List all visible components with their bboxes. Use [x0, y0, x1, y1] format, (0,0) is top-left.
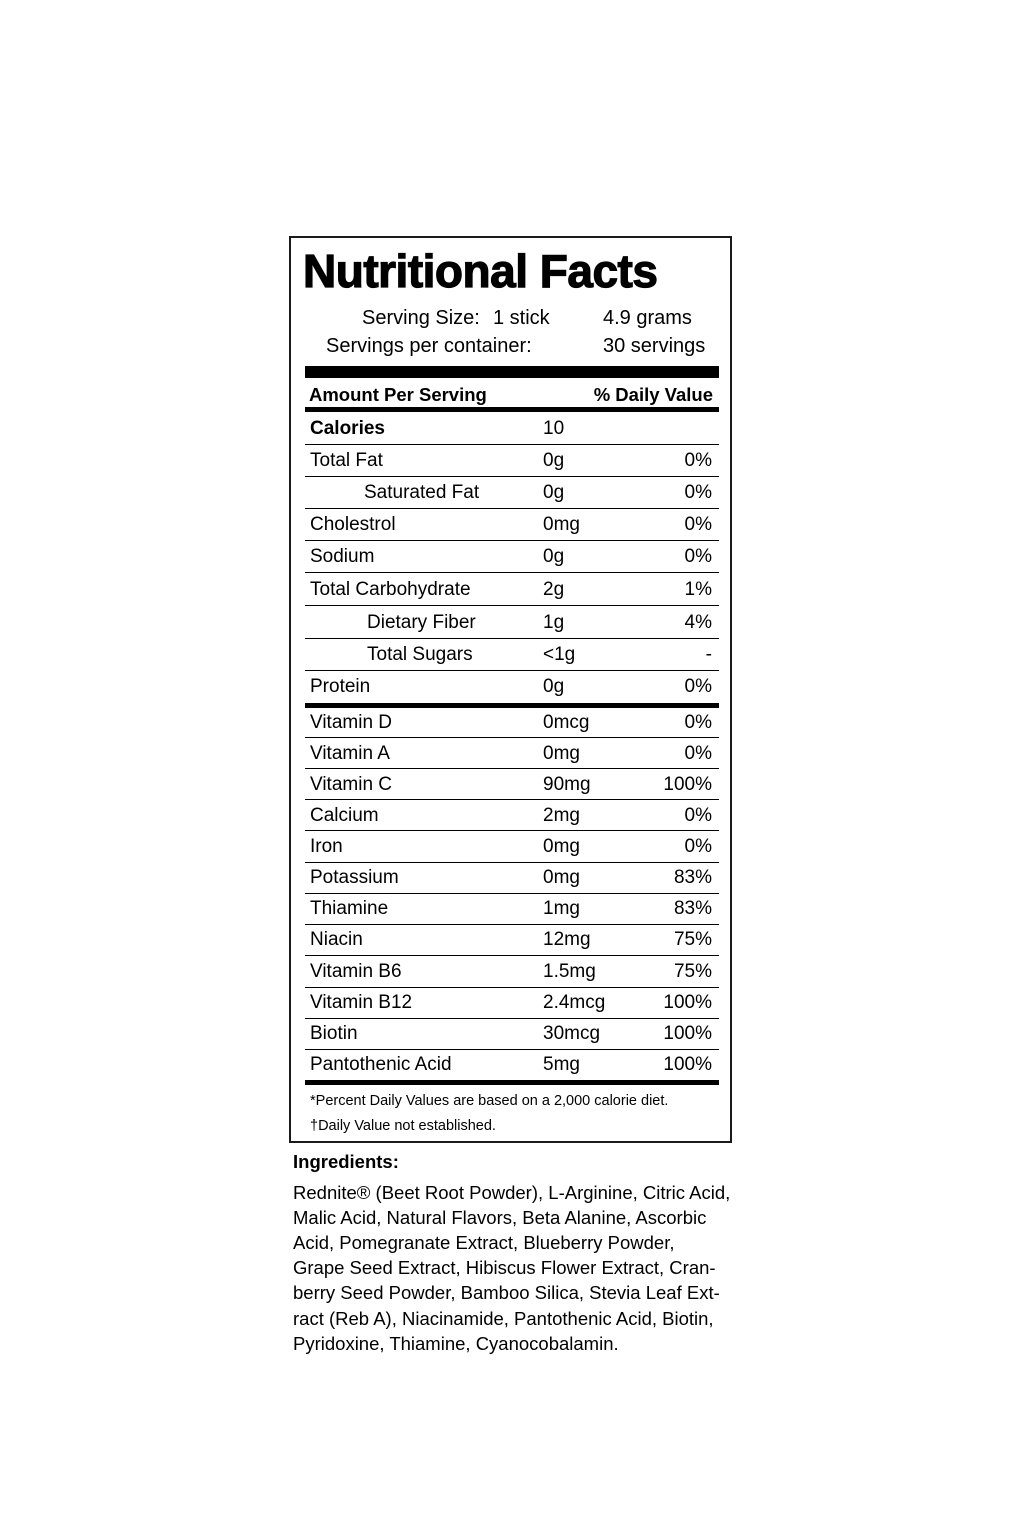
row-divider [305, 1018, 719, 1019]
nutrient-name: Total Sugars [367, 644, 473, 665]
vitamin-daily-value: 0% [684, 805, 712, 826]
vitamin-name: Vitamin A [310, 743, 390, 764]
header-amount-per-serving: Amount Per Serving [309, 384, 487, 405]
nutrient-name: Dietary Fiber [367, 612, 476, 633]
nutrient-name: Sodium [310, 546, 375, 567]
vitamin-daily-value: 83% [673, 867, 712, 888]
row-divider [305, 572, 719, 573]
vitamin-amount: 2mg [543, 805, 580, 826]
calories-label: Calories [310, 418, 385, 439]
divider-footnotes [305, 1080, 719, 1085]
footnote-not-established: †Daily Value not established. [310, 1118, 496, 1134]
serving-size-label: Serving Size: [362, 307, 480, 329]
vitamin-amount: 90mg [543, 774, 591, 795]
vitamin-daily-value: 100% [663, 1023, 712, 1044]
servings-per-container-value: 30 servings [603, 335, 706, 357]
row-divider [305, 799, 719, 800]
vitamin-name: Biotin [310, 1023, 358, 1044]
vitamin-amount: 5mg [543, 1054, 580, 1075]
ingredients-line: Malic Acid, Natural Flavors, Beta Alanine, Ascorbic [293, 1207, 707, 1228]
nutrient-daily-value: - [705, 644, 712, 665]
vitamin-name: Iron [310, 836, 343, 857]
nutrient-name: Total Carbohydrate [310, 579, 471, 600]
nutrient-name: Saturated Fat [364, 482, 480, 503]
vitamin-daily-value: 100% [663, 774, 712, 795]
nutrient-name: Protein [310, 676, 371, 697]
ingredients-line: Grape Seed Extract, Hibiscus Flower Extract, Cran- [293, 1257, 716, 1278]
vitamin-daily-value: 100% [663, 992, 712, 1013]
nutrient-name: Total Fat [310, 450, 383, 471]
ingredients-line: Acid, Pomegranate Extract, Blueberry Powder, [293, 1232, 675, 1253]
vitamin-amount: 30mcg [543, 1023, 601, 1044]
vitamin-amount: 0mg [543, 743, 580, 764]
divider-vitamins [305, 703, 719, 708]
vitamin-name: Calcium [310, 805, 379, 826]
row-divider [305, 670, 719, 671]
row-divider [305, 987, 719, 988]
row-divider [305, 737, 719, 738]
vitamin-name: Pantothenic Acid [310, 1054, 452, 1075]
row-divider [305, 768, 719, 769]
row-divider [305, 830, 719, 831]
row-divider [305, 540, 719, 541]
serving-size-value: 1 stick [493, 307, 550, 329]
vitamin-amount: 2.4mcg [543, 992, 606, 1013]
nutrient-daily-value: 0% [684, 482, 712, 503]
header-daily-value: % Daily Value [593, 384, 713, 405]
nutrient-name: Cholestrol [310, 514, 396, 535]
vitamin-daily-value: 0% [684, 712, 712, 733]
nutrient-amount: <1g [543, 644, 576, 665]
row-divider [305, 1049, 719, 1050]
thick-divider-top [305, 366, 719, 378]
row-divider [305, 862, 719, 863]
vitamin-amount: 0mg [543, 836, 580, 857]
ingredients-line: Pyridoxine, Thiamine, Cyanocobalamin. [293, 1333, 619, 1354]
vitamin-amount: 12mg [543, 929, 591, 950]
vitamin-name: Niacin [310, 929, 363, 950]
vitamin-name: Vitamin D [310, 712, 393, 733]
row-divider [305, 444, 719, 445]
vitamin-amount: 0mg [543, 867, 580, 888]
nutrient-daily-value: 0% [684, 546, 712, 567]
label-title: Nutritional Facts [303, 245, 658, 297]
ingredients-line: berry Seed Powder, Bamboo Silica, Stevia Leaf Ext- [293, 1282, 720, 1303]
servings-per-container-label: Servings per container: [326, 335, 532, 357]
nutrient-amount: 0g [543, 546, 565, 567]
row-divider [305, 893, 719, 894]
nutrient-daily-value: 1% [684, 579, 712, 600]
vitamin-daily-value: 75% [673, 929, 712, 950]
vitamin-daily-value: 83% [673, 898, 712, 919]
ingredients-line: Rednite® (Beet Root Powder), L-Arginine, Citric Acid, [293, 1182, 731, 1203]
nutrient-daily-value: 0% [684, 514, 712, 535]
row-divider [305, 605, 719, 606]
divider-header [305, 407, 719, 412]
vitamin-amount: 0mcg [543, 712, 590, 733]
vitamin-name: Vitamin B6 [310, 961, 402, 982]
nutrient-daily-value: 0% [684, 450, 712, 471]
vitamin-name: Vitamin B12 [310, 992, 413, 1013]
ingredients-title: Ingredients: [293, 1151, 399, 1172]
vitamin-daily-value: 75% [673, 961, 712, 982]
nutrient-amount: 1g [543, 612, 565, 633]
footnote-daily-values: *Percent Daily Values are based on a 2,000 calorie diet. [310, 1093, 669, 1109]
row-divider [305, 924, 719, 925]
nutrient-amount: 0mg [543, 514, 580, 535]
nutrient-amount: 0g [543, 676, 565, 697]
nutrient-amount: 0g [543, 450, 565, 471]
nutrient-amount: 0g [543, 482, 565, 503]
vitamin-amount: 1mg [543, 898, 580, 919]
row-divider [305, 955, 719, 956]
vitamin-name: Potassium [310, 867, 399, 888]
vitamin-name: Vitamin C [310, 774, 393, 795]
serving-weight: 4.9 grams [603, 307, 692, 329]
nutrient-amount: 2g [543, 579, 565, 600]
nutrient-daily-value: 0% [684, 676, 712, 697]
vitamin-name: Thiamine [310, 898, 389, 919]
nutrient-daily-value: 4% [684, 612, 712, 633]
vitamin-daily-value: 0% [684, 836, 712, 857]
row-divider [305, 476, 719, 477]
vitamin-amount: 1.5mg [543, 961, 596, 982]
row-divider [305, 508, 719, 509]
ingredients-line: ract (Reb A), Niacinamide, Pantothenic Acid, Biotin, [293, 1308, 714, 1329]
row-divider [305, 638, 719, 639]
vitamin-daily-value: 100% [663, 1054, 712, 1075]
calories-value: 10 [543, 418, 565, 439]
vitamin-daily-value: 0% [684, 743, 712, 764]
